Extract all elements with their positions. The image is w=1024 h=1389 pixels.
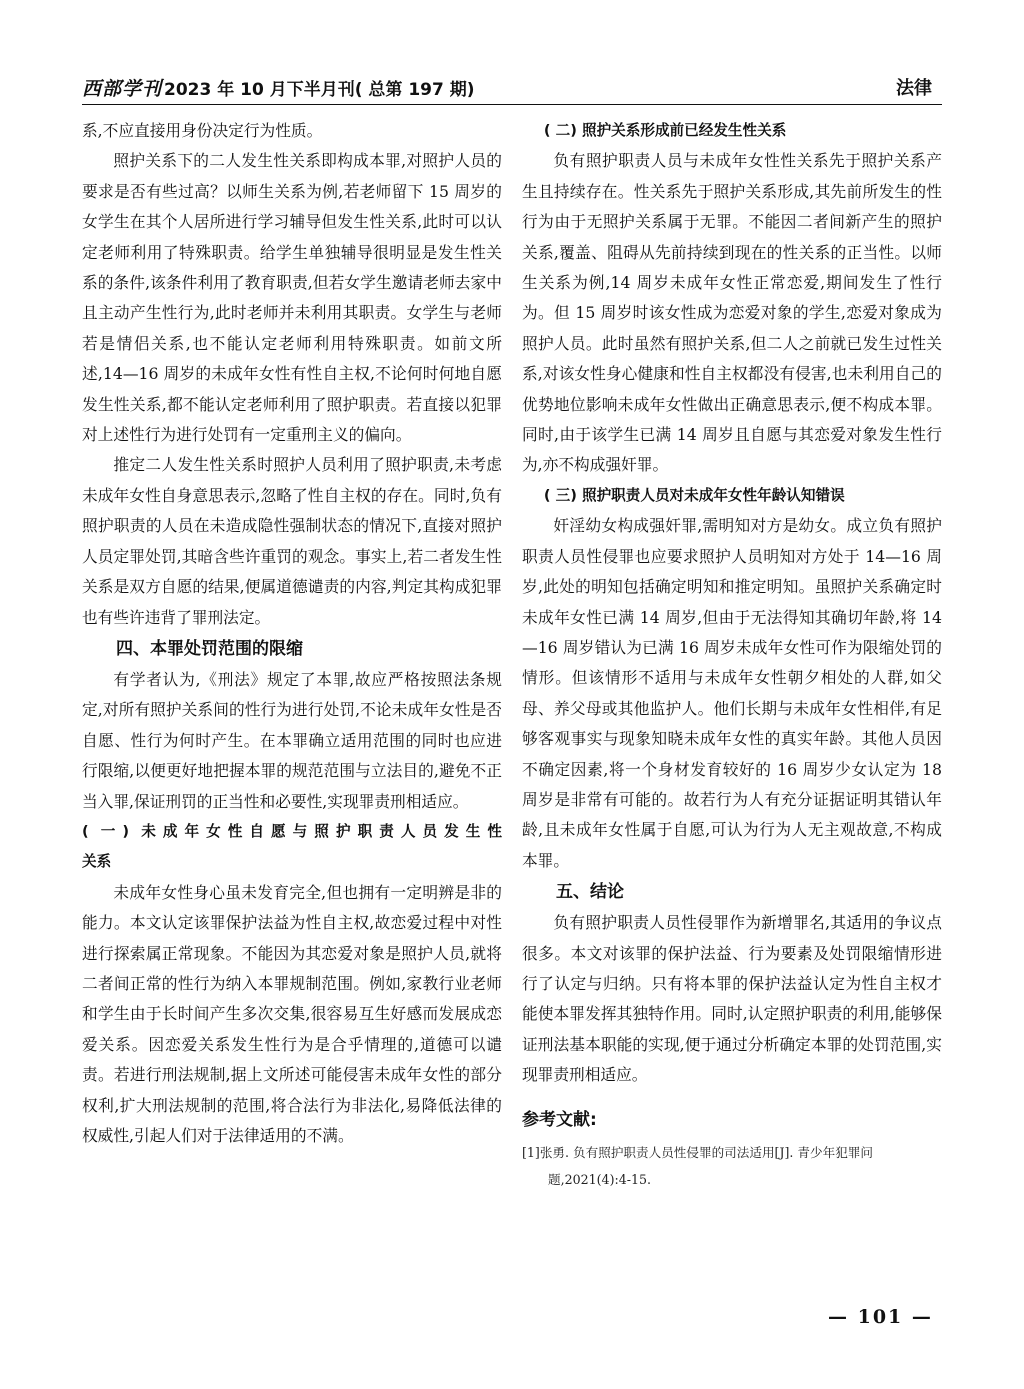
subsection-heading: ( 二) 照护关系形成前已经发生性关系 (543, 122, 787, 139)
left-column (82, 116, 502, 1151)
paragraph: 奸淫幼女构成强奸罪,需明知对方是幼女。成立负有照护职责人员性侵罪也应要求照护人员明知对方处于 14—16 周岁,此处的明知包括确定明知和推定明知。虽照护关系确定时未成年女性已满 14 周岁,但由于无法得知其确切年龄,将 14—16 周岁错认为已满 16 周岁未成年女性可作为限缩处罚的情形。但该情形不适用与未成年女性朝夕相处的人群,如父母、养父母或其他监护人。他们长期与未成年女性相伴,有足够客观事实与现象知晓未成年女性的真实年龄。其他人员因不确定因素,将一个身材发育较好的 16 周岁少女认定为 18 周岁是非常有可能的。故若行为人有充分证据证明其错认年龄,且未成年女性属于自愿,可认为行为人无主观故意,不构成本罪。 (522, 516, 942, 870)
paragraph: 有学者认为,《刑法》规定了本罪,故应严格按照法条规定,对所有照护关系间的性行为进行处罚,不论未成年女性是否自愿、性行为何时产生。在本罪确立适用范围的同时也应进行限缩,以便更好地把握本罪的规范范围与立法目的,避免不正当入罪,保证刑罚的正当性和必要性,实现罪责刑相适应。 (82, 669, 502, 811)
paragraph: 推定二人发生性关系时照护人员利用了照护职责,未考虑未成年女性自身意思表示,忽略了性自主权的存在。同时,负有照护职责的人员在未造成隐性强制状态的情况下,直接对照护人员定罪处罚,其暗含些许重罚的观念。事实上,若二者发生性关系是双方自愿的结果,便属道德谴责的内容,判定其构成犯罪也有些许违背了罪刑法定。 (82, 455, 502, 627)
references-title: 参考文献: (522, 1109, 597, 1130)
paragraph: 系,不应直接用身份决定行为性质。 (82, 121, 323, 140)
right-column (522, 116, 942, 1193)
journal-logo: 西部学刊 (82, 78, 163, 100)
page-header (82, 68, 942, 105)
page-number: — 101 — (828, 1306, 933, 1328)
section-label: 法律 (896, 78, 932, 99)
subsection-heading: ( 一) 未成年女性自愿与照护职责人员发生性 (82, 822, 502, 840)
section-heading: 五、结论 (556, 882, 624, 903)
paragraph: 负有照护职责人员与未成年女性性关系先于照护关系产生且持续存在。性关系先于照护关系形成,其先前所发生的性行为由于无照护关系属于无罪。不能因二者间新产生的照护关系,覆盖、阻碍从先前持续到现在的性关系的正当性。以师生关系为例,14 周岁未成年女性正常恋爱,期间发生了性行为。但 15 周岁时该女性成为恋爱对象的学生,恋爱对象成为照护人员。此时虽然有照护关系,但二人之前就已发生过性关系,对该女性身心健康和性自主权都没有侵害,也未利用自己的优势地位影响未成年女性做出正确意思表示,便不构成本罪。同时,由于该学生已满 14 周岁且自愿与其恋爱对象发生性行为,亦不构成强奸罪。 (522, 151, 942, 475)
paragraph: 照护关系下的二人发生性关系即构成本罪,对照护人员的要求是否有些过高？以师生关系为例,若老师留下 15 周岁的女学生在其个人居所进行学习辅导但发生性关系,此时可以认定老师利用了特殊职责。给学生单独辅导很明显是发生性关系的条件,该条件利用了教育职责,但若女学生邀请老师去家中且主动产生性行为,此时老师并未利用其职责。女学生与老师若是情侣关系,也不能认定老师利用特殊职责。如前文所述,14—16 周岁的未成年女性有性自主权,不论何时何地自愿发生性关系,都不能认定老师利用了照护职责。若直接以犯罪对上述性行为进行处罚有一定重刑主义的偏向。 (82, 151, 502, 445)
subsection-heading: ( 三) 照护职责人员对未成年女性年龄认知错误 (543, 486, 845, 504)
paragraph: 负有照护职责人员性侵罪作为新增罪名,其适用的争议点很多。本文对该罪的保护法益、行为要素及处罚限缩情形进行了认定与归纳。只有将本罪的保护法益认定为性自主权才能使本罪发挥其独特作用。同时,认定照护职责的利用,能够保证刑法基本职能的实现,便于通过分析确定本罪的处罚范围,实现罪责刑相适应。 (522, 913, 942, 1085)
section-heading: 四、本罪处罚范围的限缩 (116, 638, 303, 659)
paragraph: 未成年女性身心虽未发育完全,但也拥有一定明辨是非的能力。本文认定该罪保护法益为性自主权,故恋爱过程中对性进行探索属正常现象。不能因为其恋爱对象是照护人员,就将二者间正常的性行为纳入本罪规制范围。例如,家教行业老师和学生由于长时间产生多次交集,很容易互生好感而发展成恋爱关系。因恋爱关系发生性行为是合乎情理的,道德可以谴责。若进行刑法规制,据上文所述可能侵害未成年女性的部分权利,扩大刑法规制的范围,将合法行为非法化,易降低法律的权威性,引起人们对于法律适用的不满。 (82, 882, 502, 1145)
issue-info: 2023 年 10 月下半月刊( 总第 197 期) (164, 80, 475, 100)
subsection-heading-continued: 关系 (82, 853, 112, 871)
reference-item: [1]张勇. 负有照护职责人员性侵罪的司法适用[J]. 青少年犯罪问题,2021(4):4-15. (522, 1144, 873, 1187)
